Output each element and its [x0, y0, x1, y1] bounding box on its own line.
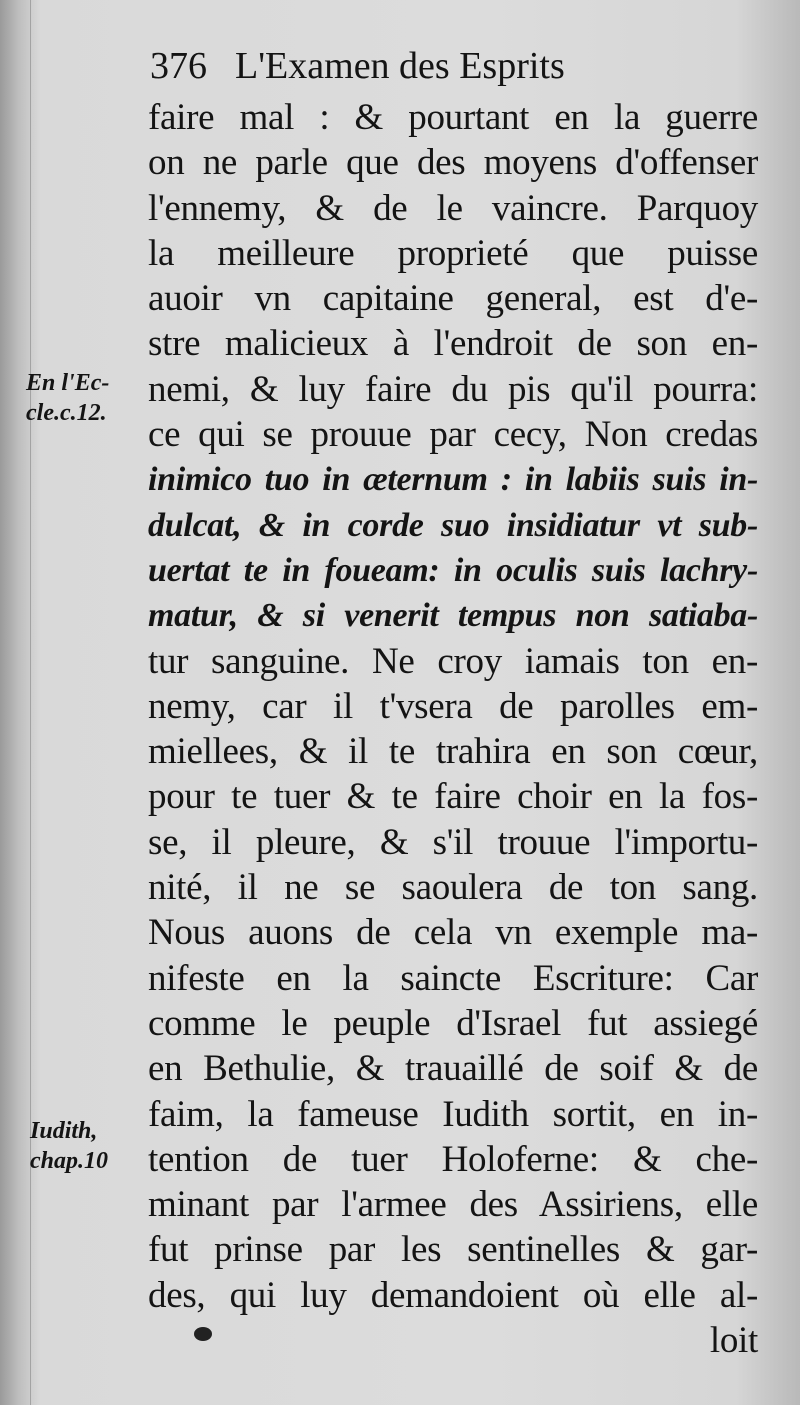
text-line: la meilleure proprieté que puisse [148, 232, 758, 274]
text-line: tention de tuer Holoferne: & che- [148, 1138, 758, 1180]
text-line: uertat te in foueam: in oculis suis lachry- [148, 551, 758, 589]
text-line: dulcat, & in corde suo insidiatur vt sub- [148, 506, 758, 544]
text-line: nifeste en la saincte Escriture: Car [148, 957, 758, 999]
text-line: nemy, car il t'vsera de parolles em- [148, 685, 758, 727]
text-line: nité, il ne se saoulera de ton sang. [148, 867, 758, 909]
text-line: auoir vn capitaine general, est d'e- [148, 278, 758, 320]
body-text [148, 95, 758, 1363]
running-title: L'Examen des Esprits [235, 45, 565, 87]
page-gutter [30, 0, 31, 1405]
text-line: nemi, & luy faire du pis qu'il pourra: [148, 368, 758, 410]
text-line: faire mal : & pourtant en la guerre [148, 97, 758, 138]
text-line: miellees, & il te trahira en son cœur, [148, 731, 758, 773]
text-line: l'ennemy, & de le vaincre. Parquoy [148, 187, 758, 229]
text-line: tur sanguine. Ne croy iamais ton en- [148, 640, 758, 682]
text-line: pour te tuer & te faire choir en la fos- [148, 776, 758, 818]
text-line: faim, la fameuse Iudith sortit, en in- [148, 1093, 758, 1135]
ink-spot [194, 1327, 212, 1341]
text-line: loit [709, 1320, 758, 1362]
text-line: matur, & si venerit tempus non satiaba- [148, 597, 758, 635]
running-header [150, 38, 710, 94]
text-line: minant par l'armee des Assiriens, elle [148, 1184, 758, 1226]
text-line: comme le peuple d'Israel fut assiegé [148, 1002, 758, 1044]
margin-note-line: Iudith, [30, 1118, 98, 1144]
text-line: des, qui luy demandoient où elle al- [148, 1274, 758, 1316]
text-line: Nous auons de cela vn exemple ma- [148, 912, 758, 954]
margin-note-line: chap.10 [30, 1148, 108, 1174]
margin-note-judith [30, 1116, 108, 1176]
text-line: ce qui se prouue par cecy, Non credas [148, 414, 758, 456]
text-line: fut prinse par les sentinelles & gar- [148, 1229, 758, 1271]
page-number: 376 [150, 45, 207, 87]
text-line: on ne parle que des moyens d'offenser [148, 142, 758, 184]
margin-note-line: En l'Ec- [26, 370, 110, 396]
text-line: stre malicieux à l'endroit de son en- [148, 323, 758, 365]
margin-note-ecclesiastique [26, 368, 109, 428]
text-line: en Bethulie, & trauaillé de soif & de [148, 1048, 758, 1090]
text-line: inimico tuo in æternum : in labiis suis in- [148, 461, 758, 499]
text-line: se, il pleure, & s'il trouue l'importu- [148, 821, 758, 863]
margin-note-line: cle.c.12. [26, 400, 107, 426]
